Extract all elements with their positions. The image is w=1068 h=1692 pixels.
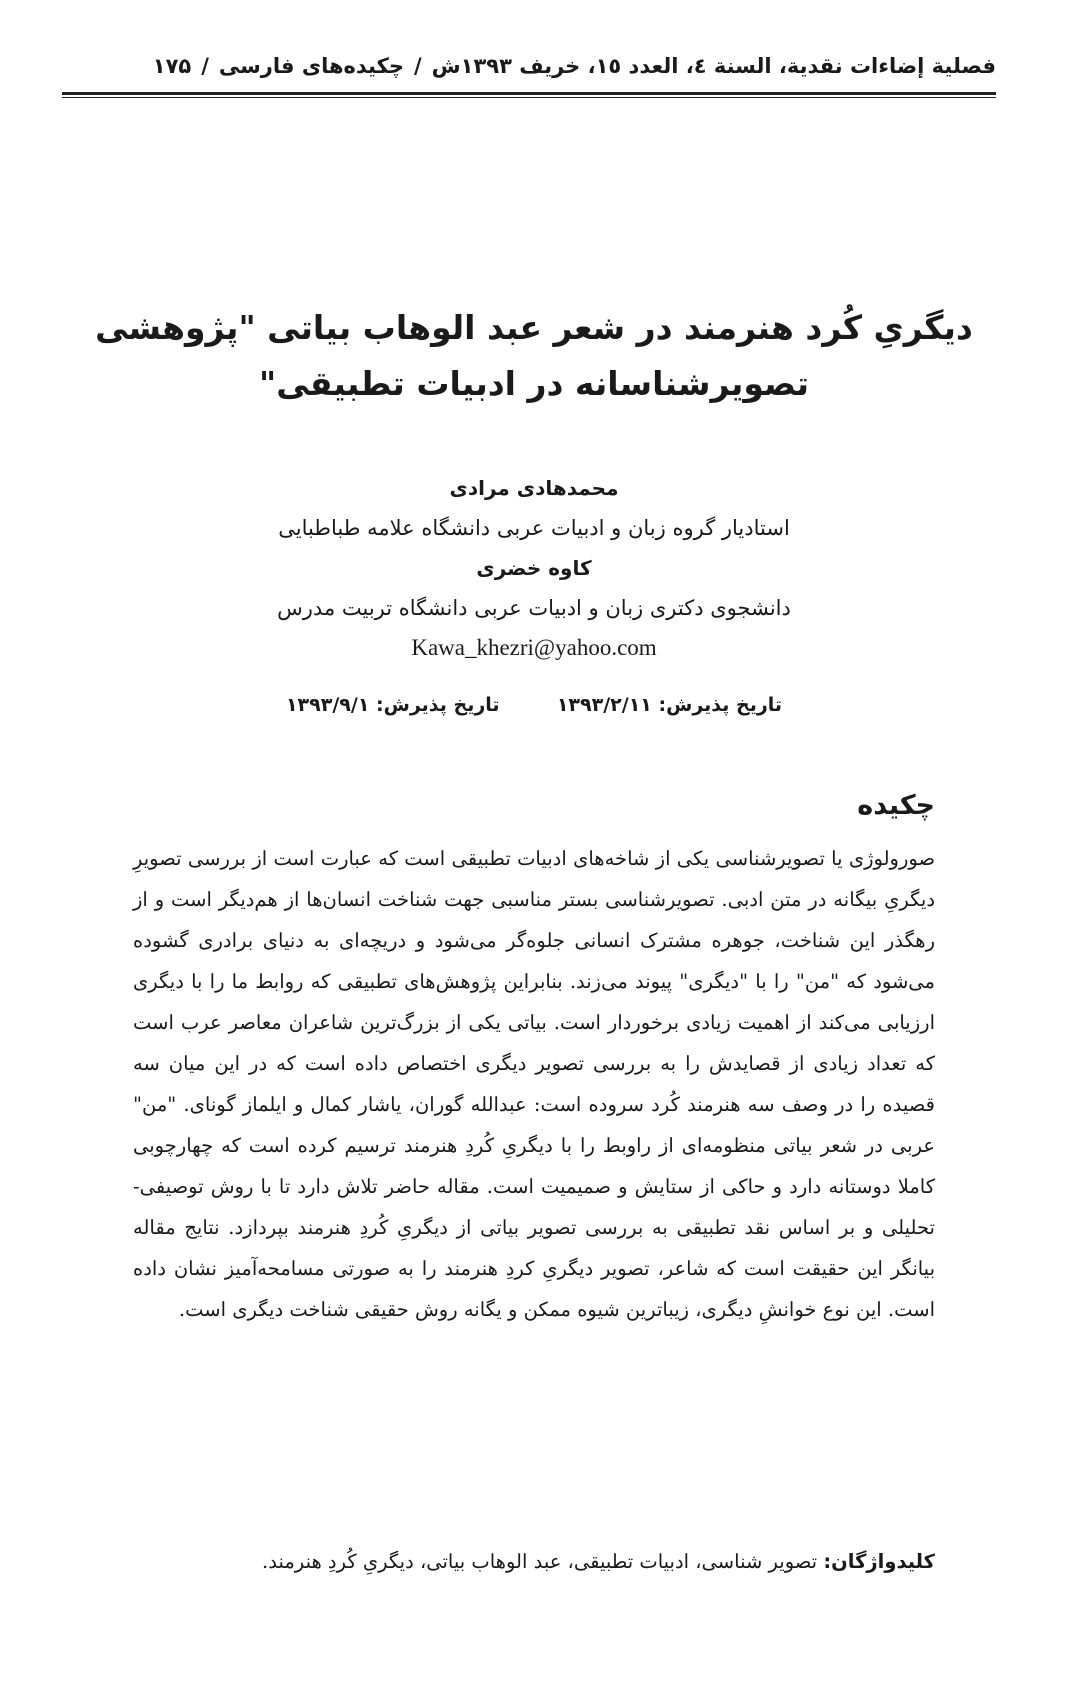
header-separator: /: [201, 54, 209, 78]
running-header: [62, 46, 996, 86]
keywords: [133, 1540, 935, 1583]
page-number: ۱۷۵: [152, 54, 192, 78]
abstract-body: صورولوژی یا تصویرشناسی یکی از شاخه‌های ادبیات تطبیقی است که عبارت است از بررسی تصویرِ دیگریِ بیگانه در متن ادبی. تصویرشناسی بستر مناسبی جهت شناخت انسان‌ها از هم‌دیگر است و از رهگذر این شناخت، جوهره مشترک انسانی جلوه‌گر می‌شود و دریچه‌ای به دنیای برادری گشوده می‌شود که "من" را با "دیگری" پیوند می‌زند. بنابراین پژوهش‌های تطبیقی که روابط ما را با دیگری ارزیابی می‌کند از اهمیت زیادی برخوردار است. بیاتی یکی از بزرگ‌ترین شاعران معاصر عرب است که تعداد زیادی از قصایدش را به بررسی تصویر دیگری اختصاص داده است که در این میان سه قصیده را در وصف سه هنرمند کُرد سروده است: عبدالله گوران، یاشار کمال و ایلماز گونای. "من" عربی در شعر بیاتی منظومه‌ای از راوبط را با دیگریِ کُردِ هنرمند ترسیم کرده است که چهارچوبی کاملا دوستانه دارد و حاکی از ستایش و صمیمیت است. مقاله حاضر تلاش دارد تا با روش توصیفی- تحلیلی و بر اساس نقد تطبیقی به بررسی تصویر بیاتی از دیگریِ کُردِ هنرمند بپردازد. نتایج مقاله بیانگر این حقیقت است که شاعر، تصویر دیگریِ کردِ هنرمند را به صورتی مسامحه‌آمیز نشان داده است. این نوع خوانشِ دیگری، زیباترین شیوه ممکن و یگانه روش حقیقی شناخت دیگری است.: [133, 847, 935, 1321]
journal-citation: فصلية إضاءات نقدية، السنة ٤، العدد ١٥، خريف ١٣٩٣ش: [431, 54, 996, 78]
author-affiliation: استادیار گروه زبان و ادبیات عربی دانشگاه علامه طباطبایی: [278, 516, 790, 540]
author-affiliation: دانشجوی دکتری زبان و ادبیات عربی دانشگاه تربیت مدرس: [277, 596, 791, 620]
abstract-heading: چکیده: [857, 790, 935, 821]
keywords-label: کلیدواژگان:: [823, 1550, 935, 1573]
article-title: [90, 300, 978, 412]
author-name: محمدهادی مرادی: [449, 476, 619, 500]
author-email[interactable]: Kawa_khezri@yahoo.com: [411, 635, 657, 660]
author-name: کاوه خضری: [476, 556, 592, 580]
title-line: دیگریِ کُرد هنرمند در شعر عبد الوهاب بیاتی "پژوهشی: [95, 308, 973, 347]
title-line: تصویرشناسانه در ادبیات تطبیقی": [259, 364, 809, 403]
received-date: تاریخ پذیرش: ۱۳۹۳/۲/۱۱: [556, 694, 783, 716]
header-rule: [62, 92, 996, 98]
accepted-date: تاریخ پذیرش: ۱۳۹۳/۹/۱: [285, 694, 500, 716]
section-title: چکیده‌های فارسی: [218, 54, 404, 78]
keywords-text: تصویر شناسی، ادبیات تطبیقی، عبد الوهاب بیاتی، دیگریِ کُردِ هنرمند.: [262, 1550, 818, 1573]
dates-line: [120, 694, 948, 716]
header-separator: /: [413, 54, 422, 78]
author-block: [120, 468, 948, 668]
